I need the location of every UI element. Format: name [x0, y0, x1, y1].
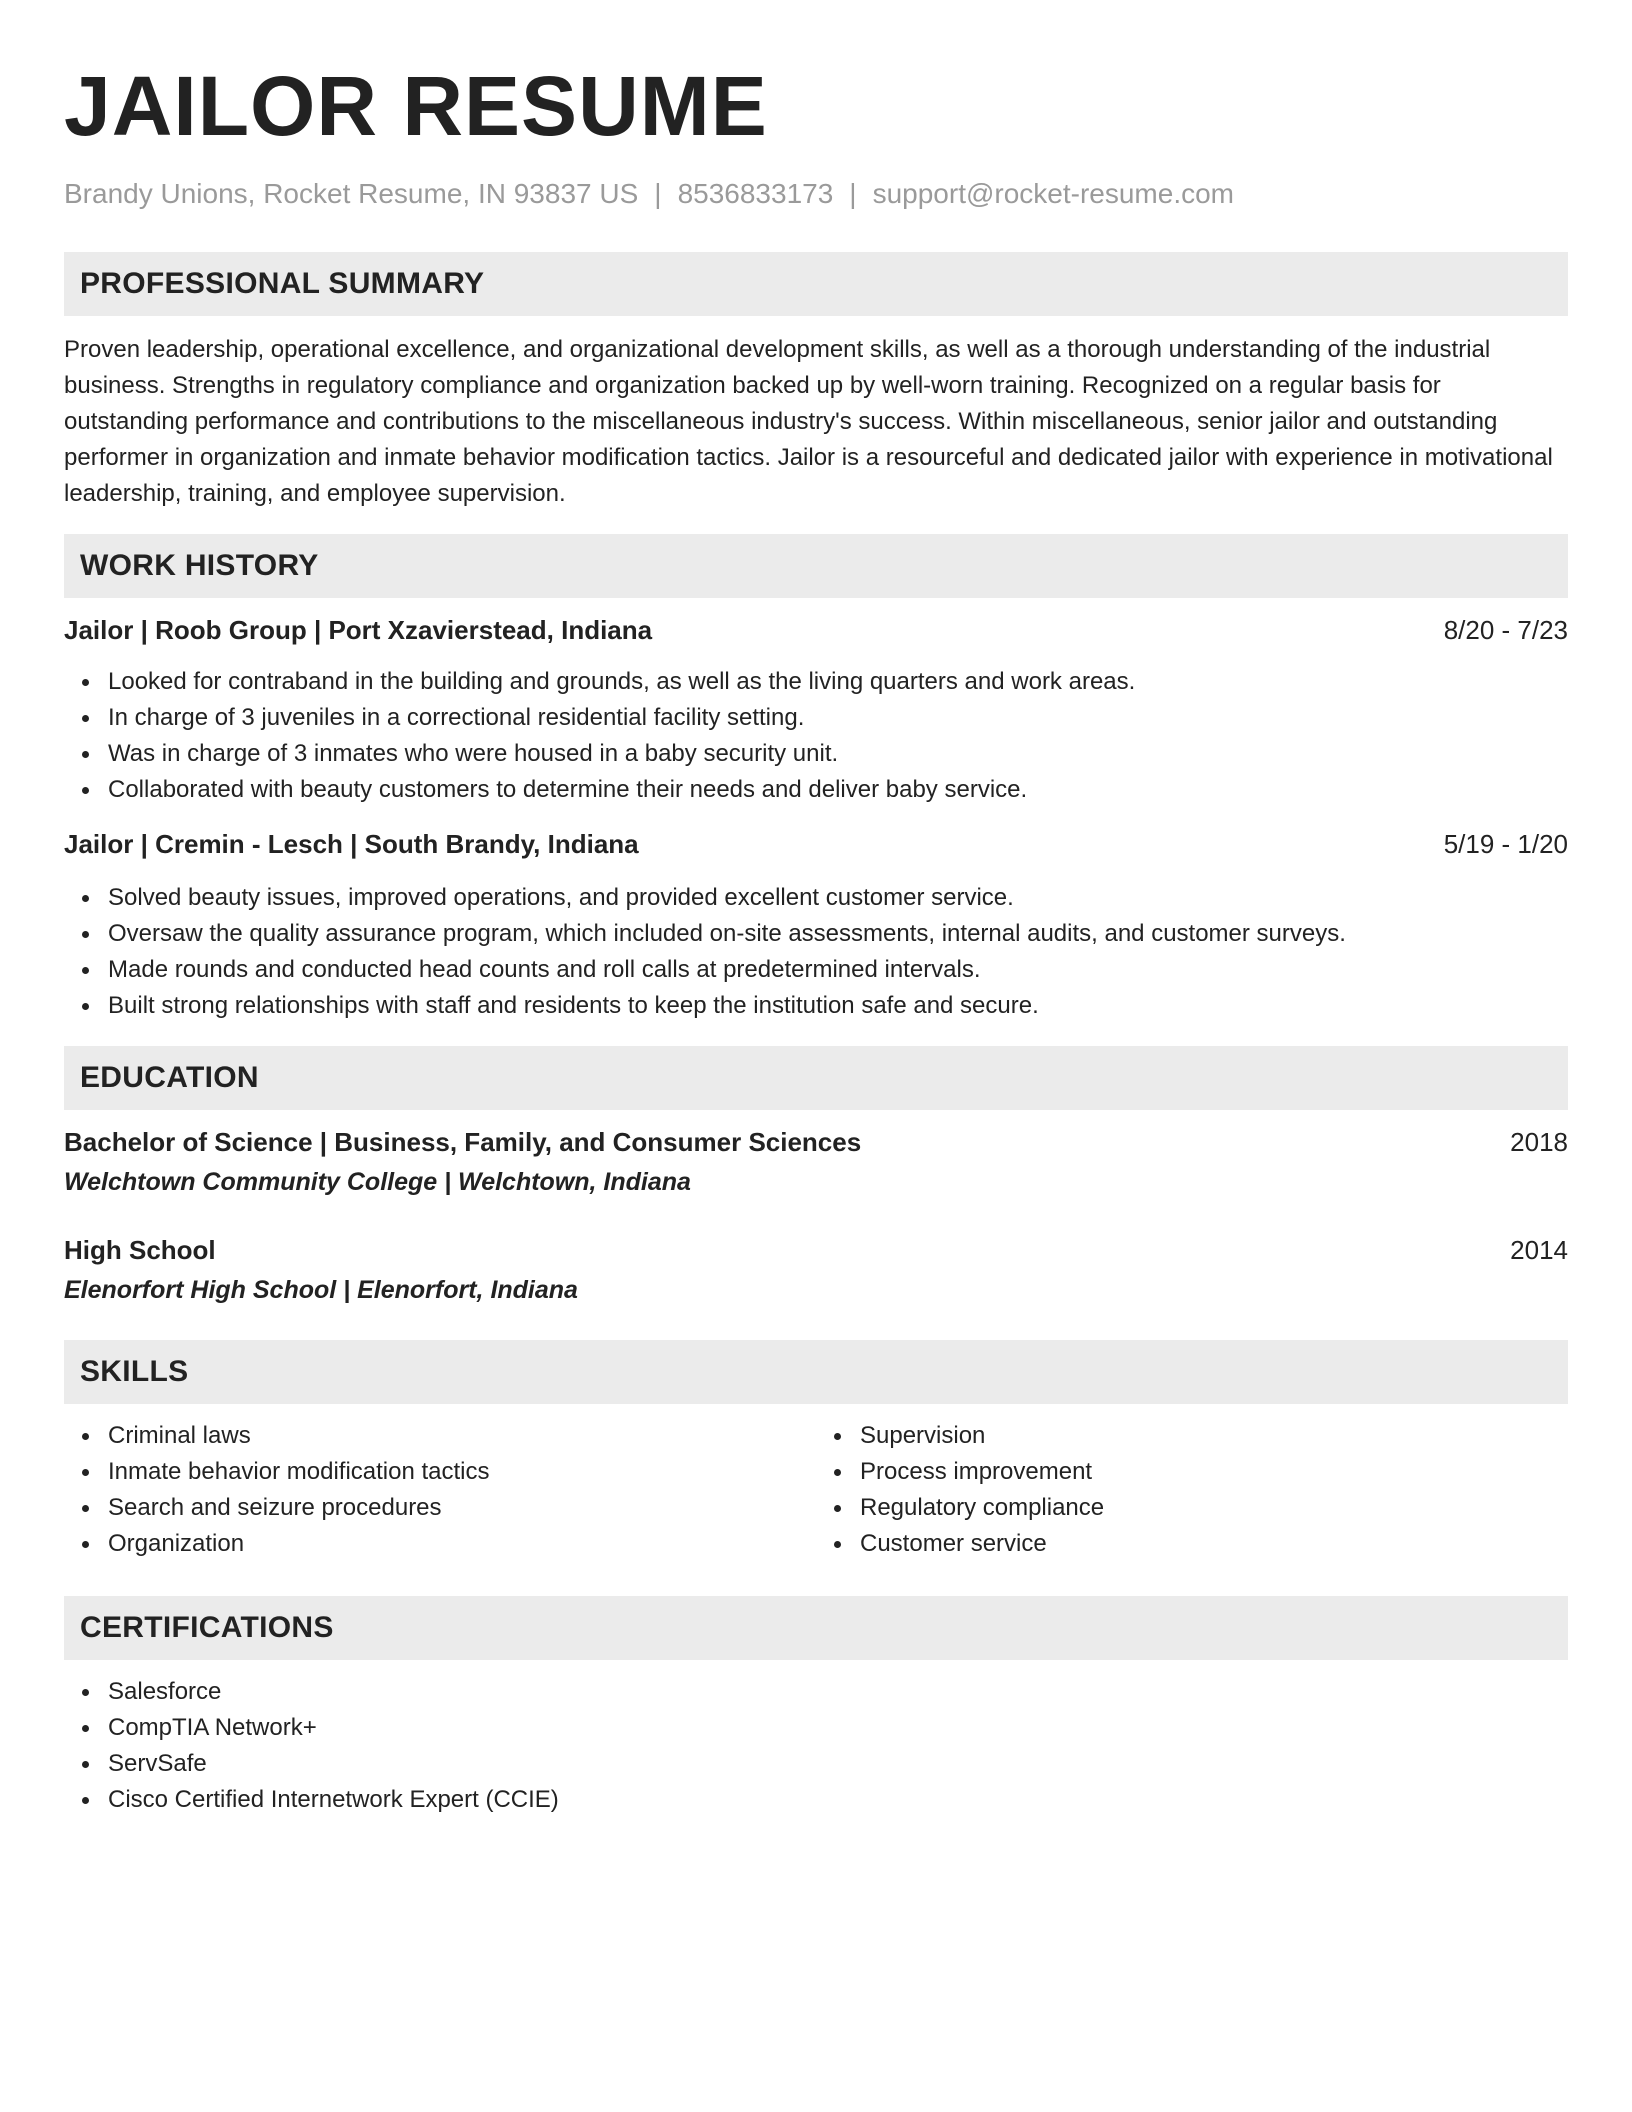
education-degree: High School [64, 1235, 216, 1265]
work-history-section-header: WORK HISTORY [64, 534, 1568, 598]
job-dates: 5/19 - 1/20 [1443, 829, 1568, 859]
education-year: 2014 [1510, 1235, 1568, 1265]
skills-list [64, 1418, 816, 1562]
skills-list [816, 1418, 1568, 1562]
list-item: Was in charge of 3 inmates who were housed in a baby security unit. [108, 736, 1568, 772]
education-year: 2018 [1510, 1127, 1568, 1157]
resume-title: JAILOR RESUME [64, 59, 768, 153]
list-item: Customer service [860, 1526, 1568, 1562]
job-header [64, 826, 1568, 862]
education-section-header: EDUCATION [64, 1046, 1568, 1110]
summary-text: Proven leadership, operational excellence, and organizational development skills, as well as a thorough understanding of the industrial business. Strengths in regulatory compliance and organization backed up by well-worn training. Recognized on a regular basis for outstanding performance and contributions to the miscellaneous industry's success. Within miscellaneous, senior jailor and outstanding performer in organization and inmate behavior modification tactics. Jailor is a resourceful and dedicated jailor with experience in motivational leadership, training, and employee supervision. [64, 336, 1553, 507]
list-item: Solved beauty issues, improved operations, and provided excellent customer service. [108, 880, 1568, 916]
education-header [64, 1124, 1568, 1160]
list-item: Collaborated with beauty customers to determine their needs and deliver baby service. [108, 772, 1568, 808]
skills-column-left [64, 1418, 816, 1562]
list-item: Search and seizure procedures [108, 1490, 816, 1526]
education-school: Welchtown Community College | Welchtown, Indiana [64, 1168, 691, 1196]
contact-separator: | [849, 178, 857, 209]
summary-section-header: PROFESSIONAL SUMMARY [64, 252, 1568, 316]
certifications-list [64, 1674, 1568, 1818]
education-header [64, 1232, 1568, 1268]
list-item: Process improvement [860, 1454, 1568, 1490]
job-header [64, 612, 1568, 648]
education-entry [64, 1232, 1568, 1308]
list-item: ServSafe [108, 1746, 1568, 1782]
job-entry [64, 612, 1568, 808]
list-item: In charge of 3 juveniles in a correctional residential facility setting. [108, 700, 1568, 736]
job-title: Jailor | Cremin - Lesch | South Brandy, Indiana [64, 829, 639, 859]
list-item: Organization [108, 1526, 816, 1562]
job-dates: 8/20 - 7/23 [1443, 615, 1568, 645]
list-item: Supervision [860, 1418, 1568, 1454]
skills-section-header: SKILLS [64, 1340, 1568, 1404]
job-title: Jailor | Roob Group | Port Xzavierstead, Indiana [64, 615, 653, 645]
list-item: Looked for contraband in the building and grounds, as well as the living quarters and work areas. [108, 664, 1568, 700]
list-item: Cisco Certified Internetwork Expert (CCIE) [108, 1782, 1568, 1818]
contact-email: support@rocket-resume.com [872, 178, 1235, 209]
contact-separator: | [654, 178, 662, 209]
list-item: Oversaw the quality assurance program, which included on-site assessments, internal audits, and customer surveys. [108, 916, 1568, 952]
job-entry [64, 826, 1568, 1024]
education-school: Elenorfort High School | Elenorfort, Indiana [64, 1276, 578, 1304]
job-bullets [64, 664, 1568, 808]
education-degree: Bachelor of Science | Business, Family, and Consumer Sciences [64, 1127, 862, 1157]
contact-phone: 8536833173 [677, 178, 834, 209]
job-bullets [64, 880, 1568, 1024]
skills-columns [64, 1418, 1568, 1562]
certifications-section-header: CERTIFICATIONS [64, 1596, 1568, 1660]
list-item: Salesforce [108, 1674, 1568, 1710]
contact-line [64, 176, 1568, 212]
contact-address: Brandy Unions, Rocket Resume, IN 93837 US [64, 178, 639, 209]
list-item: Criminal laws [108, 1418, 816, 1454]
list-item: Made rounds and conducted head counts and roll calls at predetermined intervals. [108, 952, 1568, 988]
education-entry [64, 1124, 1568, 1200]
skills-column-right [816, 1418, 1568, 1562]
list-item: Regulatory compliance [860, 1490, 1568, 1526]
list-item: Built strong relationships with staff and residents to keep the institution safe and secure. [108, 988, 1568, 1024]
list-item: Inmate behavior modification tactics [108, 1454, 816, 1490]
list-item: CompTIA Network+ [108, 1710, 1568, 1746]
